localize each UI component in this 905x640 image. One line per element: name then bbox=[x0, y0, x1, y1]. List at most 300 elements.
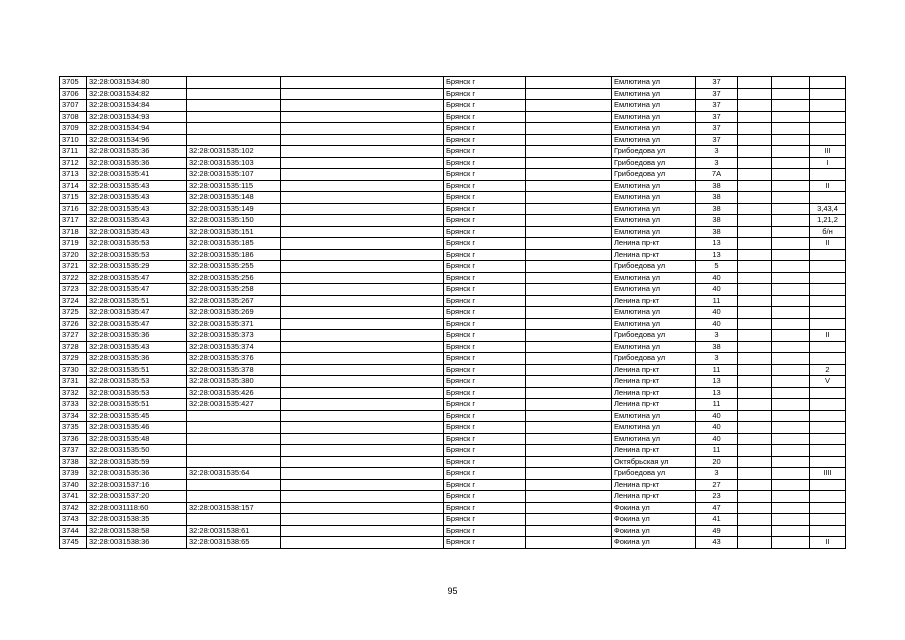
cell-cadastral-number-parcel: 32:28:0031535:41 bbox=[87, 169, 187, 181]
cell-row-index: 3722 bbox=[60, 272, 87, 284]
cell-col-empty-2 bbox=[526, 537, 612, 549]
table-row bbox=[60, 456, 846, 468]
cell-apartment bbox=[810, 134, 846, 146]
cell-cadastral-number-parcel: 32:28:0031535:53 bbox=[87, 238, 187, 250]
table-row bbox=[60, 410, 846, 422]
cell-street: Емлютина ул bbox=[612, 203, 696, 215]
cell-cadastral-number-parcel: 32:28:0031535:29 bbox=[87, 261, 187, 273]
cell-row-index: 3712 bbox=[60, 157, 87, 169]
cell-cadastral-number-parcel: 32:28:0031538:58 bbox=[87, 525, 187, 537]
cell-col-empty-1 bbox=[281, 249, 444, 261]
cell-col-empty-1 bbox=[281, 525, 444, 537]
cell-col-empty-3 bbox=[738, 387, 772, 399]
cell-house-number: 40 bbox=[696, 307, 738, 319]
cell-col-empty-3 bbox=[738, 330, 772, 342]
cell-cadastral-number-object: 32:28:0031535:427 bbox=[187, 399, 281, 411]
cell-apartment bbox=[810, 249, 846, 261]
cell-col-empty-1 bbox=[281, 318, 444, 330]
cell-cadastral-number-object: 32:28:0031538:61 bbox=[187, 525, 281, 537]
cell-house-number: 37 bbox=[696, 134, 738, 146]
cell-cadastral-number-object: 32:28:0031535:115 bbox=[187, 180, 281, 192]
cell-cadastral-number-parcel: 32:28:0031535:36 bbox=[87, 468, 187, 480]
cell-col-empty-2 bbox=[526, 203, 612, 215]
cell-apartment bbox=[810, 272, 846, 284]
cell-street: Емлютина ул bbox=[612, 111, 696, 123]
cell-apartment bbox=[810, 456, 846, 468]
cell-col-empty-2 bbox=[526, 215, 612, 227]
cell-row-index: 3723 bbox=[60, 284, 87, 296]
cell-city: Брянск г bbox=[444, 445, 526, 457]
cell-col-empty-4 bbox=[772, 238, 810, 250]
cell-row-index: 3708 bbox=[60, 111, 87, 123]
cell-col-empty-1 bbox=[281, 134, 444, 146]
cell-house-number: 13 bbox=[696, 376, 738, 388]
cell-col-empty-1 bbox=[281, 376, 444, 388]
cell-col-empty-4 bbox=[772, 123, 810, 135]
cell-col-empty-1 bbox=[281, 77, 444, 89]
table-row bbox=[60, 261, 846, 273]
cell-city: Брянск г bbox=[444, 284, 526, 296]
cell-cadastral-number-object bbox=[187, 410, 281, 422]
cell-row-index: 3743 bbox=[60, 514, 87, 526]
cell-house-number: 40 bbox=[696, 272, 738, 284]
cell-col-empty-3 bbox=[738, 468, 772, 480]
cell-col-empty-1 bbox=[281, 261, 444, 273]
cell-apartment bbox=[810, 514, 846, 526]
cell-city: Брянск г bbox=[444, 537, 526, 549]
cell-row-index: 3729 bbox=[60, 353, 87, 365]
cell-col-empty-4 bbox=[772, 341, 810, 353]
table-row bbox=[60, 169, 846, 181]
cell-row-index: 3728 bbox=[60, 341, 87, 353]
cell-col-empty-3 bbox=[738, 353, 772, 365]
cell-cadastral-number-object: 32:28:0031535:258 bbox=[187, 284, 281, 296]
cell-col-empty-4 bbox=[772, 502, 810, 514]
cell-city: Брянск г bbox=[444, 514, 526, 526]
cell-col-empty-4 bbox=[772, 146, 810, 158]
cell-apartment: II bbox=[810, 180, 846, 192]
cell-cadastral-number-parcel: 32:28:0031535:51 bbox=[87, 399, 187, 411]
cell-cadastral-number-object: 32:28:0031538:65 bbox=[187, 537, 281, 549]
cell-house-number: 40 bbox=[696, 410, 738, 422]
cell-street: Емлютина ул bbox=[612, 192, 696, 204]
cell-col-empty-2 bbox=[526, 422, 612, 434]
cell-col-empty-1 bbox=[281, 146, 444, 158]
cell-city: Брянск г bbox=[444, 77, 526, 89]
table-row bbox=[60, 203, 846, 215]
cell-street: Грибоедова ул bbox=[612, 169, 696, 181]
cell-city: Брянск г bbox=[444, 502, 526, 514]
table-row bbox=[60, 433, 846, 445]
cell-col-empty-1 bbox=[281, 433, 444, 445]
cell-col-empty-3 bbox=[738, 215, 772, 227]
cell-apartment bbox=[810, 353, 846, 365]
cell-row-index: 3731 bbox=[60, 376, 87, 388]
cell-col-empty-2 bbox=[526, 192, 612, 204]
cell-cadastral-number-parcel: 32:28:0031537:20 bbox=[87, 491, 187, 503]
cell-cadastral-number-parcel: 32:28:0031538:36 bbox=[87, 537, 187, 549]
cell-cadastral-number-object bbox=[187, 100, 281, 112]
cell-street: Емлютина ул bbox=[612, 180, 696, 192]
cell-cadastral-number-parcel: 32:28:0031535:53 bbox=[87, 387, 187, 399]
cell-cadastral-number-parcel: 32:28:0031535:36 bbox=[87, 146, 187, 158]
table-row bbox=[60, 284, 846, 296]
cell-col-empty-4 bbox=[772, 203, 810, 215]
cell-col-empty-4 bbox=[772, 284, 810, 296]
table-row bbox=[60, 100, 846, 112]
table-row bbox=[60, 249, 846, 261]
cell-street: Ленина пр-кт bbox=[612, 364, 696, 376]
cell-city: Брянск г bbox=[444, 192, 526, 204]
cell-house-number: 43 bbox=[696, 537, 738, 549]
cell-cadastral-number-object: 32:28:0031535:374 bbox=[187, 341, 281, 353]
cell-cadastral-number-object: 32:28:0031535:103 bbox=[187, 157, 281, 169]
cell-cadastral-number-object: 32:28:0031535:150 bbox=[187, 215, 281, 227]
cell-col-empty-3 bbox=[738, 502, 772, 514]
cell-cadastral-number-object: 32:28:0031535:149 bbox=[187, 203, 281, 215]
cell-street: Фокина ул bbox=[612, 502, 696, 514]
cell-row-index: 3725 bbox=[60, 307, 87, 319]
cell-apartment bbox=[810, 525, 846, 537]
cell-city: Брянск г bbox=[444, 238, 526, 250]
table-row bbox=[60, 272, 846, 284]
cell-col-empty-1 bbox=[281, 215, 444, 227]
cell-row-index: 3740 bbox=[60, 479, 87, 491]
table-row bbox=[60, 307, 846, 319]
cell-street: Емлютина ул bbox=[612, 134, 696, 146]
cell-col-empty-4 bbox=[772, 445, 810, 457]
cell-city: Брянск г bbox=[444, 341, 526, 353]
cell-city: Брянск г bbox=[444, 330, 526, 342]
cell-city: Брянск г bbox=[444, 410, 526, 422]
table-row bbox=[60, 330, 846, 342]
cell-apartment bbox=[810, 100, 846, 112]
table-row bbox=[60, 88, 846, 100]
cell-apartment: II bbox=[810, 238, 846, 250]
cell-col-empty-1 bbox=[281, 502, 444, 514]
cell-cadastral-number-parcel: 32:28:0031535:47 bbox=[87, 318, 187, 330]
cell-row-index: 3710 bbox=[60, 134, 87, 146]
cell-street: Емлютина ул bbox=[612, 100, 696, 112]
cell-col-empty-3 bbox=[738, 100, 772, 112]
cell-col-empty-3 bbox=[738, 514, 772, 526]
cell-apartment: б/н bbox=[810, 226, 846, 238]
cell-city: Брянск г bbox=[444, 100, 526, 112]
table-row bbox=[60, 77, 846, 89]
cell-col-empty-1 bbox=[281, 272, 444, 284]
table-row bbox=[60, 514, 846, 526]
cell-col-empty-1 bbox=[281, 537, 444, 549]
cell-col-empty-2 bbox=[526, 399, 612, 411]
cell-house-number: 38 bbox=[696, 215, 738, 227]
cell-city: Брянск г bbox=[444, 456, 526, 468]
cell-city: Брянск г bbox=[444, 399, 526, 411]
cell-cadastral-number-parcel: 32:28:0031534:96 bbox=[87, 134, 187, 146]
cell-city: Брянск г bbox=[444, 491, 526, 503]
cell-col-empty-3 bbox=[738, 410, 772, 422]
cell-col-empty-4 bbox=[772, 537, 810, 549]
table-row bbox=[60, 479, 846, 491]
cell-col-empty-1 bbox=[281, 353, 444, 365]
cell-col-empty-2 bbox=[526, 491, 612, 503]
cell-street: Грибоедова ул bbox=[612, 353, 696, 365]
cell-col-empty-1 bbox=[281, 123, 444, 135]
cell-city: Брянск г bbox=[444, 123, 526, 135]
cell-street: Фокина ул bbox=[612, 537, 696, 549]
cell-apartment: II bbox=[810, 537, 846, 549]
cell-col-empty-1 bbox=[281, 111, 444, 123]
cell-col-empty-1 bbox=[281, 456, 444, 468]
table-row bbox=[60, 111, 846, 123]
cell-row-index: 3709 bbox=[60, 123, 87, 135]
cell-col-empty-3 bbox=[738, 157, 772, 169]
cell-row-index: 3705 bbox=[60, 77, 87, 89]
cell-cadastral-number-object bbox=[187, 456, 281, 468]
cell-col-empty-3 bbox=[738, 134, 772, 146]
cell-city: Брянск г bbox=[444, 169, 526, 181]
cell-row-index: 3724 bbox=[60, 295, 87, 307]
cell-col-empty-3 bbox=[738, 491, 772, 503]
table-row bbox=[60, 525, 846, 537]
cell-col-empty-4 bbox=[772, 376, 810, 388]
cell-house-number: 11 bbox=[696, 295, 738, 307]
cell-cadastral-number-object bbox=[187, 422, 281, 434]
cell-cadastral-number-parcel: 32:28:0031535:36 bbox=[87, 157, 187, 169]
cell-col-empty-4 bbox=[772, 399, 810, 411]
cell-col-empty-4 bbox=[772, 468, 810, 480]
cell-street: Ленина пр-кт bbox=[612, 445, 696, 457]
cell-col-empty-2 bbox=[526, 284, 612, 296]
table-row bbox=[60, 502, 846, 514]
cell-row-index: 3716 bbox=[60, 203, 87, 215]
cell-apartment: 1,21,2 bbox=[810, 215, 846, 227]
cell-cadastral-number-object bbox=[187, 77, 281, 89]
cell-row-index: 3719 bbox=[60, 238, 87, 250]
cell-city: Брянск г bbox=[444, 479, 526, 491]
cell-col-empty-3 bbox=[738, 203, 772, 215]
table-row bbox=[60, 226, 846, 238]
cell-col-empty-3 bbox=[738, 318, 772, 330]
cell-col-empty-2 bbox=[526, 307, 612, 319]
cell-row-index: 3742 bbox=[60, 502, 87, 514]
table-row bbox=[60, 238, 846, 250]
cell-house-number: 38 bbox=[696, 192, 738, 204]
cell-city: Брянск г bbox=[444, 433, 526, 445]
cell-cadastral-number-object bbox=[187, 433, 281, 445]
cell-house-number: 49 bbox=[696, 525, 738, 537]
cell-house-number: 40 bbox=[696, 284, 738, 296]
table-row bbox=[60, 422, 846, 434]
table-row bbox=[60, 468, 846, 480]
cell-col-empty-3 bbox=[738, 445, 772, 457]
cell-col-empty-2 bbox=[526, 445, 612, 457]
cell-col-empty-4 bbox=[772, 330, 810, 342]
cell-col-empty-2 bbox=[526, 180, 612, 192]
cell-cadastral-number-object: 32:28:0031535:102 bbox=[187, 146, 281, 158]
cell-house-number: 38 bbox=[696, 226, 738, 238]
cell-col-empty-1 bbox=[281, 180, 444, 192]
cell-cadastral-number-object: 32:28:0031535:107 bbox=[187, 169, 281, 181]
cell-city: Брянск г bbox=[444, 272, 526, 284]
cell-cadastral-number-object bbox=[187, 479, 281, 491]
cell-cadastral-number-parcel: 32:28:0031534:93 bbox=[87, 111, 187, 123]
cell-cadastral-number-parcel: 32:28:0031534:82 bbox=[87, 88, 187, 100]
cell-apartment bbox=[810, 410, 846, 422]
page-number: 95 bbox=[447, 586, 458, 596]
cell-col-empty-4 bbox=[772, 318, 810, 330]
table-row bbox=[60, 134, 846, 146]
cell-apartment bbox=[810, 445, 846, 457]
cell-col-empty-1 bbox=[281, 445, 444, 457]
cell-street: Октябрьская ул bbox=[612, 456, 696, 468]
cell-street: Емлютина ул bbox=[612, 433, 696, 445]
cell-street: Емлютина ул bbox=[612, 88, 696, 100]
cell-cadastral-number-parcel: 32:28:0031535:47 bbox=[87, 284, 187, 296]
cell-apartment: 2 bbox=[810, 364, 846, 376]
cell-col-empty-4 bbox=[772, 226, 810, 238]
cell-city: Брянск г bbox=[444, 146, 526, 158]
cell-city: Брянск г bbox=[444, 353, 526, 365]
cell-col-empty-4 bbox=[772, 169, 810, 181]
cell-col-empty-3 bbox=[738, 77, 772, 89]
cell-street: Емлютина ул bbox=[612, 77, 696, 89]
cell-street: Емлютина ул bbox=[612, 410, 696, 422]
cell-street: Емлютина ул bbox=[612, 123, 696, 135]
cell-col-empty-2 bbox=[526, 134, 612, 146]
cell-cadastral-number-parcel: 32:28:0031535:51 bbox=[87, 364, 187, 376]
cell-house-number: 37 bbox=[696, 111, 738, 123]
cell-col-empty-2 bbox=[526, 295, 612, 307]
cell-col-empty-3 bbox=[738, 341, 772, 353]
cell-col-empty-1 bbox=[281, 364, 444, 376]
cell-col-empty-4 bbox=[772, 456, 810, 468]
cell-col-empty-4 bbox=[772, 215, 810, 227]
cell-col-empty-4 bbox=[772, 307, 810, 319]
cell-apartment bbox=[810, 284, 846, 296]
cell-house-number: 3 bbox=[696, 146, 738, 158]
cell-col-empty-3 bbox=[738, 123, 772, 135]
cell-cadastral-number-object: 32:28:0031535:186 bbox=[187, 249, 281, 261]
table-row bbox=[60, 387, 846, 399]
cell-cadastral-number-object: 32:28:0031535:256 bbox=[187, 272, 281, 284]
cell-street: Ленина пр-кт bbox=[612, 479, 696, 491]
register-table bbox=[59, 76, 846, 549]
cell-house-number: 47 bbox=[696, 502, 738, 514]
cell-cadastral-number-parcel: 32:28:0031535:43 bbox=[87, 203, 187, 215]
cell-cadastral-number-object: 32:28:0031535:185 bbox=[187, 238, 281, 250]
cell-cadastral-number-object: 32:28:0031535:255 bbox=[187, 261, 281, 273]
cell-cadastral-number-object bbox=[187, 88, 281, 100]
cell-street: Емлютина ул bbox=[612, 422, 696, 434]
cell-house-number: 5 bbox=[696, 261, 738, 273]
cell-row-index: 3715 bbox=[60, 192, 87, 204]
cell-row-index: 3741 bbox=[60, 491, 87, 503]
cell-apartment bbox=[810, 192, 846, 204]
cell-col-empty-3 bbox=[738, 180, 772, 192]
cell-col-empty-1 bbox=[281, 399, 444, 411]
cell-col-empty-4 bbox=[772, 364, 810, 376]
cell-cadastral-number-parcel: 32:28:0031535:45 bbox=[87, 410, 187, 422]
cell-house-number: 27 bbox=[696, 479, 738, 491]
cell-street: Емлютина ул bbox=[612, 341, 696, 353]
cell-col-empty-2 bbox=[526, 410, 612, 422]
cell-row-index: 3745 bbox=[60, 537, 87, 549]
table-body bbox=[60, 77, 846, 549]
cell-cadastral-number-object bbox=[187, 134, 281, 146]
table-row bbox=[60, 215, 846, 227]
cell-col-empty-3 bbox=[738, 479, 772, 491]
cell-col-empty-2 bbox=[526, 376, 612, 388]
cell-house-number: 3 bbox=[696, 468, 738, 480]
cell-cadastral-number-parcel: 32:28:0031535:36 bbox=[87, 330, 187, 342]
cell-apartment: I bbox=[810, 157, 846, 169]
cell-cadastral-number-object: 32:28:0031535:378 bbox=[187, 364, 281, 376]
cell-col-empty-4 bbox=[772, 433, 810, 445]
table-row bbox=[60, 491, 846, 503]
cell-apartment bbox=[810, 111, 846, 123]
cell-street: Грибоедова ул bbox=[612, 330, 696, 342]
cell-col-empty-1 bbox=[281, 330, 444, 342]
cell-col-empty-2 bbox=[526, 272, 612, 284]
cell-cadastral-number-object: 32:28:0031538:157 bbox=[187, 502, 281, 514]
cell-col-empty-4 bbox=[772, 249, 810, 261]
cell-cadastral-number-object: 32:28:0031535:373 bbox=[187, 330, 281, 342]
cell-col-empty-3 bbox=[738, 111, 772, 123]
cell-house-number: 37 bbox=[696, 77, 738, 89]
cell-col-empty-2 bbox=[526, 364, 612, 376]
table-row bbox=[60, 146, 846, 158]
cell-street: Ленина пр-кт bbox=[612, 249, 696, 261]
cell-cadastral-number-parcel: 32:28:0031535:59 bbox=[87, 456, 187, 468]
cell-row-index: 3737 bbox=[60, 445, 87, 457]
cell-col-empty-4 bbox=[772, 525, 810, 537]
cell-cadastral-number-parcel: 32:28:0031535:47 bbox=[87, 307, 187, 319]
cell-house-number: 37 bbox=[696, 88, 738, 100]
cell-apartment bbox=[810, 502, 846, 514]
cell-row-index: 3711 bbox=[60, 146, 87, 158]
cell-cadastral-number-object: 32:28:0031535:151 bbox=[187, 226, 281, 238]
cell-col-empty-4 bbox=[772, 387, 810, 399]
cell-cadastral-number-parcel: 32:28:0031534:84 bbox=[87, 100, 187, 112]
cell-col-empty-4 bbox=[772, 422, 810, 434]
table-row bbox=[60, 376, 846, 388]
table-row bbox=[60, 192, 846, 204]
table-row bbox=[60, 157, 846, 169]
cell-apartment bbox=[810, 422, 846, 434]
cell-col-empty-1 bbox=[281, 514, 444, 526]
cell-cadastral-number-parcel: 32:28:0031535:46 bbox=[87, 422, 187, 434]
cell-street: Ленина пр-кт bbox=[612, 399, 696, 411]
cell-col-empty-1 bbox=[281, 169, 444, 181]
cell-street: Фокина ул bbox=[612, 525, 696, 537]
cell-col-empty-1 bbox=[281, 491, 444, 503]
cell-house-number: 40 bbox=[696, 422, 738, 434]
cell-house-number: 13 bbox=[696, 249, 738, 261]
cell-city: Брянск г bbox=[444, 111, 526, 123]
cell-row-index: 3732 bbox=[60, 387, 87, 399]
cell-col-empty-4 bbox=[772, 272, 810, 284]
cell-col-empty-3 bbox=[738, 537, 772, 549]
cell-col-empty-2 bbox=[526, 146, 612, 158]
table-row bbox=[60, 318, 846, 330]
cell-col-empty-1 bbox=[281, 295, 444, 307]
cell-col-empty-3 bbox=[738, 88, 772, 100]
cell-city: Брянск г bbox=[444, 134, 526, 146]
cell-col-empty-2 bbox=[526, 249, 612, 261]
cell-apartment bbox=[810, 123, 846, 135]
cell-cadastral-number-parcel: 32:28:0031535:43 bbox=[87, 180, 187, 192]
cell-street: Емлютина ул bbox=[612, 318, 696, 330]
